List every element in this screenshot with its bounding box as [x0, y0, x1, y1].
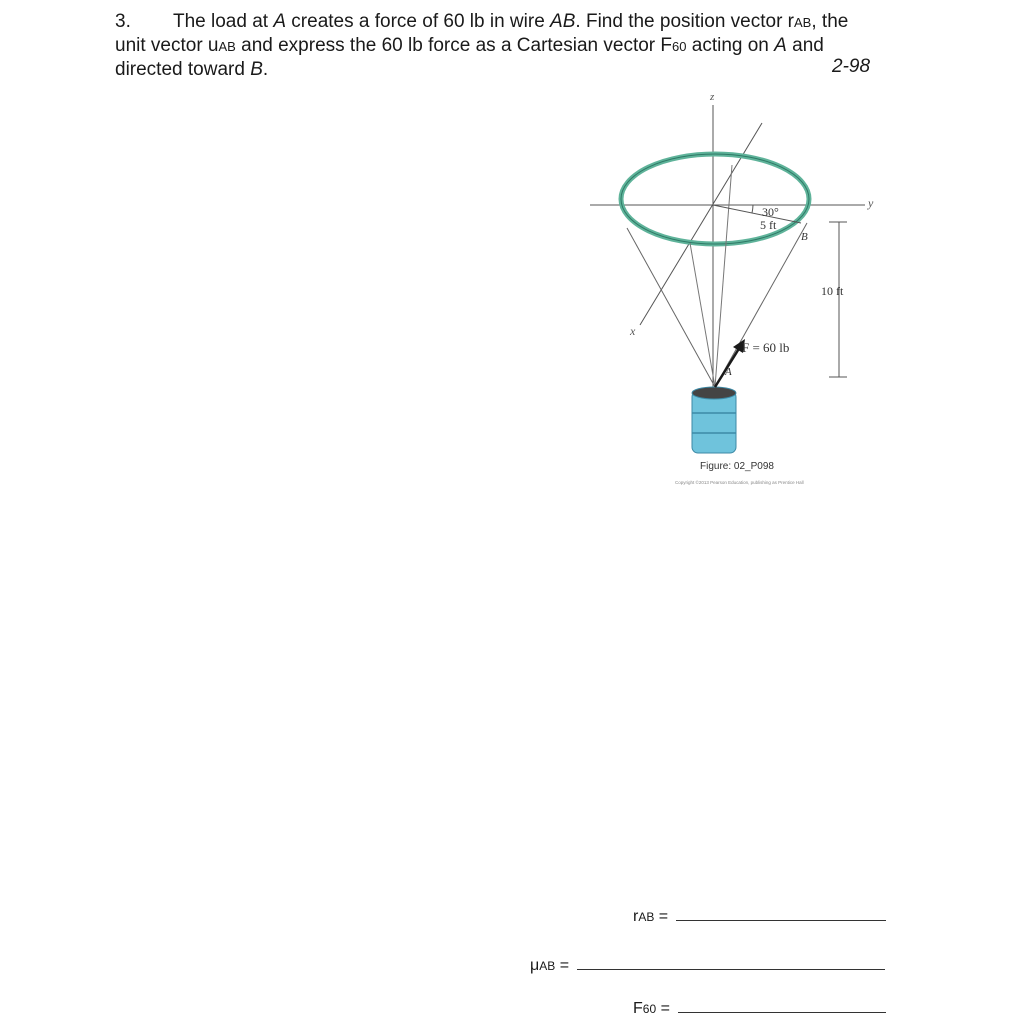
figure-drawing: [585, 85, 895, 495]
ring: [621, 154, 809, 244]
figure-caption: Figure: 02_P098: [700, 461, 774, 472]
x-axis-label: x: [630, 324, 636, 338]
radius-label: 5 ft: [760, 218, 777, 232]
wire-ab: [715, 223, 807, 387]
text-part: A: [774, 35, 787, 56]
angle-label: 30°: [762, 205, 779, 219]
subscript: 60: [642, 1002, 657, 1016]
answer-uab-label: [530, 957, 569, 975]
equals-sign: =: [658, 908, 669, 925]
point-a-label: A: [725, 366, 732, 378]
barrel: [692, 391, 736, 453]
angle-arc: [752, 205, 753, 213]
point-b-label: B: [801, 231, 808, 243]
answer-rab-label: [633, 908, 668, 926]
equals-sign: =: [559, 957, 570, 974]
text-part: creates a force of 60 lb in wire: [286, 11, 551, 32]
answer-f60-label: [633, 1000, 670, 1018]
figure: [585, 85, 895, 495]
answer-f60: [633, 998, 886, 1018]
radius-line: [713, 205, 801, 223]
text-part: AB: [550, 11, 576, 32]
wire: [627, 228, 715, 387]
answer-uab: [530, 955, 885, 975]
text-part: . Find the position vector r: [575, 11, 795, 32]
height-label: 10 ft: [821, 284, 844, 298]
problem-number: 3.: [115, 11, 131, 32]
subscript: AB: [218, 39, 236, 54]
answer-rab: [633, 906, 886, 926]
z-axis-label: z: [710, 91, 715, 103]
barrel-top: [692, 387, 736, 399]
text-part: B: [250, 59, 263, 80]
y-axis-label: y: [868, 196, 874, 210]
text-part: A: [273, 11, 287, 32]
equals-sign: =: [660, 1000, 670, 1017]
symbol: F: [633, 1000, 643, 1017]
answer-f60-blank[interactable]: [678, 998, 886, 1013]
text-part: .: [262, 59, 269, 80]
symbol: μ: [530, 957, 540, 974]
subscript: AB: [539, 959, 556, 973]
wire: [715, 165, 732, 387]
problem-reference: 2-98: [832, 56, 871, 77]
answer-rab-blank[interactable]: [676, 906, 886, 921]
text-part: , the unit vector u: [115, 11, 849, 56]
subscript: AB: [638, 910, 655, 924]
figure-copyright: Copyright ©2013 Pearson Education, publishing as Prentice Hall: [675, 480, 804, 485]
subscript: 60: [672, 39, 687, 54]
answer-uab-blank[interactable]: [577, 955, 885, 970]
force-label: F = 60 lb: [742, 340, 790, 355]
text-part: The load at: [173, 11, 274, 32]
text-part: and express the 60 lb force as a Cartesian vector F: [235, 35, 673, 56]
subscript: AB: [794, 15, 812, 30]
problem-statement: [115, 10, 875, 81]
symbol: r: [633, 908, 639, 925]
text-part: and directed toward: [115, 35, 824, 80]
text-part: acting on: [686, 35, 775, 56]
